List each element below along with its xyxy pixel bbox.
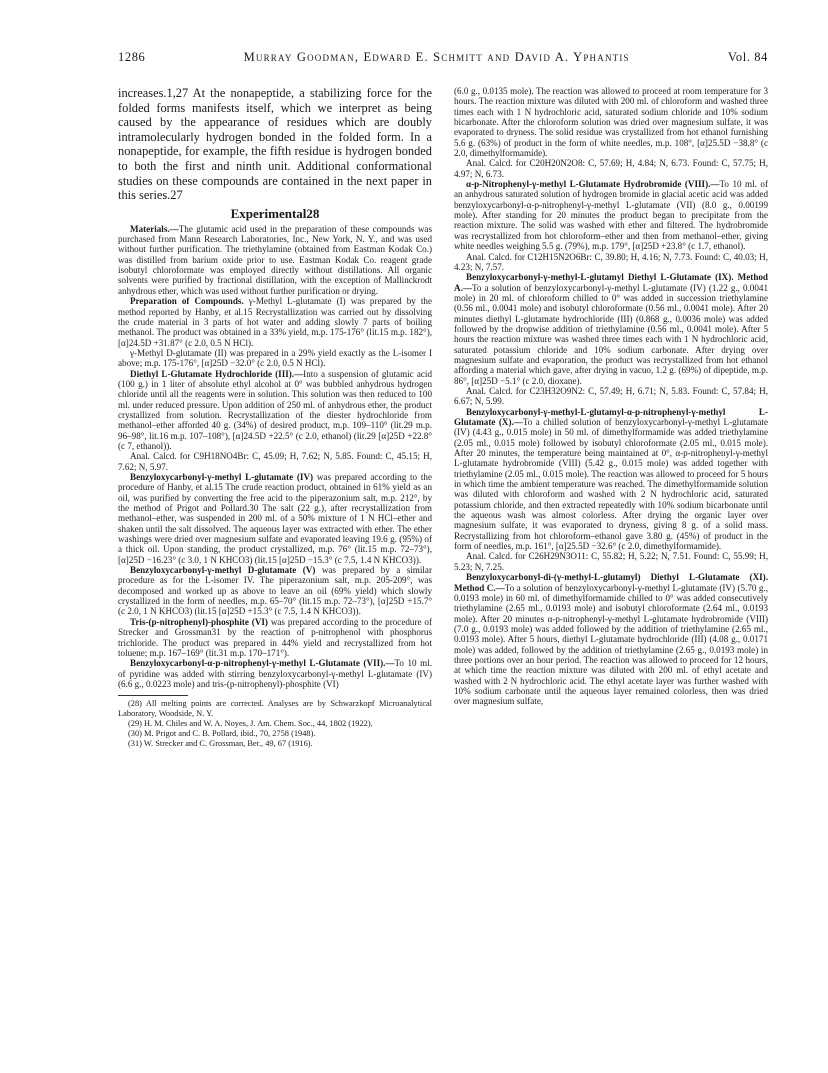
footnote: (31) W. Strecker and C. Grossman, Ber., 49, 67 (1916). [128,739,313,749]
running-head [118,50,768,65]
preparation-title: Preparation of Compounds. [130,296,244,307]
compound-iv-title: Benzyloxycarbonyl-γ-methyl L-glutamate (IV) [130,472,314,482]
compound-viii-text: To 10 ml. of an anhydrous saturated solution of hydrogen bromide in glacial acetic acid was added benzyloxycarbonyl-α-p-nitrophenyl-γ-methyl L-glutamate (VII) (8.0 g., 0.00199 mole). After standing for 20 minutes the product began to precipitate from the reaction mixture. The solid was washed with ether and filtered. The hydrobromide was recrystallized from hot chloroform–ether and then from methanol–ether, giving white needles weighing 5.5 g. (79%), m.p. 179°, [α]25D +23.8° (c 1.7, ethanol). [454,179,768,252]
preparation-paragraph [118,296,432,348]
compound-iv-text: was prepared according to the procedure of Hanby, et al.15 The crude reaction product, obtained in 61% yield as an oil, was purified by converting the free acid to the piperazonium salt, m.p. 212°, by the method of Prigot and Pollard.30 The salt (22 g.), after recrystallization from methanol–ether, was suspended in 200 ml. of a 50% mixture of 1 N HCl–ether and shaken until the salt dissolved. The aqueous layer was extracted with ether. The ether washings were dried over magnesium sulfate and evaporated leaving 19.6 g. (95%) of a thick oil. Upon standing, the product crystallized, m.p. 76° (lit.15 m.p. 72–73°), [α]25D −16.23° (c 3.0, 1 N KHCO3) (lit.15 [α]25D −15.3° (c 7.5, 1.4 N KHCO3)). [118,472,432,565]
compound-vii-paragraph [118,658,432,689]
compound-vii-title: Benzyloxycarbonyl-α-p-nitrophenyl-γ-methyl L-Glutamate (VII).— [130,658,395,669]
compound-ix-analysis: Anal. Calcd. for C23H32O9N2: C, 57.49; H, 6.71; N, 5.83. Found: C, 57.84; H, 6.67; N, 5.99. [454,385,768,407]
compound-iii-analysis: Anal. Calcd. for C9H18NO4Br: C, 45.09; H, 7.62; N, 5.85. Found: C, 45.15; H, 7.62; N, 5.97. [118,451,432,472]
compound-x-title: Benzyloxycarbonyl-γ-methyl-L-glutamyl-α-p-nitrophenyl-γ-methyl L-Glutamate (X).— [454,406,768,427]
compound-xi-title: Benzyloxycarbonyl-di-(γ-methyl-L-glutamyl) Diethyl L-Glutamate (XI). Method C.— [454,572,768,593]
materials-title: Materials.— [130,223,179,234]
compound-vi-text: was prepared according to the procedure of Strecker and Grossman31 by the reaction of p-nitrophenol with phosphorus trichloride. The product was prepared in 44% yield and recrystallized from hot toluene; m.p. 167–169° (lit.31 m.p. 170–171°). [118,616,432,658]
compound-ix-paragraph [454,272,768,386]
left-column [118,86,432,749]
materials-paragraph [118,224,432,296]
two-column-body [118,86,768,749]
compound-xi-paragraph [454,572,768,706]
footnote: (29) H. M. Chiles and W. A. Noyes, J. Am. Chem. Soc., 44, 1802 (1922). [128,719,373,729]
footnote: (28) All melting points are corrected. Analyses are by Schwarzkopf Microanalytical Laboratory, Woodside, N. Y. [118,699,432,719]
compound-iv-paragraph [118,472,432,565]
compound-v-title: Benzyloxycarbonyl-γ-methyl D-glutamate (V) [130,565,316,576]
compound-ii-paragraph: γ-Methyl D-glutamate (II) was prepared in a 29% yield exactly as the L-isomer I above; m.p. 175-176°, [α]25D −32.0° (c 2.0, 0.5 N HCl). [118,347,432,369]
materials-text: The glutamic acid used in the preparation of these compounds was purchased from Mann Research Laboratories, Inc., New York, N. Y., and was used without further purification. The triethylamine (obtained from Eastman Kodak Co.) was distilled from barium oxide prior to use. Eastman Kodak Co. reagent grade isobutyl chloroformate was employed directly without distillations. All organic solvents were purified by fractional distillation, with the exception of Mallinckrodt anhydrous ether, which was used without further purification or drying. [118,223,432,296]
compound-iii-text: Into a suspension of glutamic acid (100 g.) in 1 liter of absolute ethyl alcohol at 0° was bubbled anhydrous hydrogen chloride until all the reagents were in solution. This solution was then reduced to 100 ml. under reduced pressure. Upon addition of 250 ml. of anhydrous ether, the product crystallized from solution. Recrystallization of the diester hydrochloride from methanol–ether afforded 40 g. (34%) of desired product, m.p. 109–110° (lit.29 m.p. 96–98°, lit.16 m.p. 107–108°), [α]24.5D +22.5° (c 2.0, ethanol) (lit.29 [α]25D +22.8° (c 7, ethanol)). [118,368,432,451]
compound-iii-title: Diethyl L-Glutamate Hydrochloride (III).— [130,368,304,379]
compound-vii-continuation: (6.0 g., 0.0135 mole). The reaction was allowed to proceed at room temperature for 3 hours. The reaction mixture was diluted with 200 ml. of chloroform and washed three times each with 1 N hydrochloric acid, saturated sodium chloride and 10% sodium bicarbonate. After the chloroform solution was dried over magnesium sulfate, it was evaporated to dryness. The solid residue was crystallized from hot ethanol furnishing 5.6 g. (63%) of product in the form of white needles, m.p. 108°, [α]25.5D −38.8° (c 2.0, dimethylformamide). [454,86,768,159]
compound-vii-analysis: Anal. Calcd. for C20H20N2O8: C, 57.69; H, 4.84; N, 6.73. Found: C, 57.75; H, 4.97; N, 6.73. [454,158,768,179]
compound-iii-paragraph [118,369,432,452]
compound-vi-paragraph [118,617,432,658]
compound-xi-text: To a solution of benzyloxycarbonyl-γ-methyl L-glutamate (IV) (5.70 g., 0.0193 mole) in 60 ml. of dimethylformamide chilled to 0° was added consecutively triethylamine (2.65 ml., 0.0193 mole) and isobutyl chloroformate (2.64 ml., 0.0193 mole). After 20 minutes α-p-nitrophenyl-γ-methyl L-glutamate hydrobromide (VIII) (7.0 g., 0.0193 mole) was added followed by the addition of triethylamine (2.65 ml., 0.0193 mole). After 5 hours, diethyl L-glutamate hydrochloride (III) (4.08 g., 0.0171 mole) was added, followed by the addition of triethylamine (2.65 g., 0.0193 mole) in three portions over an hour period. The reaction was allowed to proceed for 12 hours, at which time the reaction mixture was diluted with 200 ml. of ethyl acetate and washed with 2 N hydrochloric acid. The ethyl acetate layer was further washed with 10% sodium carbonate until the aqueous layer remained colorless, then was dried over magnesium sulfate, [454,582,768,707]
compound-v-paragraph [118,565,432,617]
volume-label: Vol. 84 [727,50,768,64]
preparation-text: γ-Methyl L-glutamate (I) was prepared by the method reported by Hanby, et al.15 Recrystallization was carried out by dissolving the crude material in 3 parts of hot water and adding slowly 7 parts of boiling methanol. The product was obtained in a 33% yield, m.p. 175-176° (lit.15 m.p. 182°), [α]24.5D +31.87° (c 2.0, 0.5 N HCl). [118,296,433,348]
intro-paragraph: increases.1,27 At the nonapeptide, a stabilizing force for the folded forms manifests itself, which we interpret as being caused by the appearance of residues which are doubly intramolecularly hydrogen bonded in the folded form. In a nonapeptide, for example, the fifth residue is hydrogen bonded to both the first and ninth unit. Additional conformational studies on these compounds are contained in the next paper in this series.27 [118,86,432,203]
compound-viii-title: α-p-Nitrophenyl-γ-methyl L-Glutamate Hydrobromide (VIII).— [466,179,720,190]
compound-viii-paragraph [454,179,768,251]
compound-x-paragraph [454,407,768,552]
right-column [454,86,768,749]
running-head-authors: Murray Goodman, Edward E. Schmitt and David A. Yphantis [243,50,630,64]
compound-vi-title: Tris-(p-nitrophenyl)-phosphite (VI) [130,616,268,627]
compound-vii-text: To 10 ml. of pyridine was added with stirring benzyloxycarbonyl-γ-methyl L-glutamate (IV) (6.6 g., 0.0223 mole) and tris-(p-nitrophenyl)-phosphite (VI) [118,658,432,689]
section-heading: Experimental28 [230,205,320,221]
compound-x-text: To a chilled solution of benzyloxycarbonyl-γ-methyl L-glutamate (IV) (4.43 g., 0.015 mole) in 50 ml. of dimethylformamide was added triethylamine (2.05 ml., 0.015 mole) followed by isobutyl chloroformate (2.05 ml., 0.015 mole). After 20 minutes, the temperature being maintained at 0°, α-p-nitrophenyl-γ-methyl L-glutamate hydrobromide (VIII) (5.42 g., 0.015 mole) was added together with triethylamine (2.05 ml., 0.015 mole). The reaction was allowed to proceed for 5 hours in which time the ambient temperature was reached. The dimethylformamide solution was diluted with chloroform and washed with 2 N hydrochloric acid, saturated potassium chloride, and then extracted repeatedly with 10% sodium bicarbonate until the aqueous wash was almost colorless. After drying the organic layer over magnesium sulfate, it was evaporated to dryness, giving 8 g. of a solid mass. Recrystallizing from hot chloroform–ethanol gave 3.80 g. (45%) of product in the form of needles, m.p. 161°, [α]25.5D −32.6° (c 2.0, dimethylformamide). [454,417,768,552]
page-number: 1286 [118,50,146,64]
compound-viii-analysis: Anal. Calcd. for C12H15N2O6Br: C, 39.80; H, 4.16; N, 7.73. Found: C, 40.03; H, 4.23; N, 7.57. [454,251,768,272]
compound-x-analysis: Anal. Calcd. for C26H29N3O11: C, 55.82; H, 5.22; N, 7.51. Found: C, 55.99; H, 5.23; N, 7.25. [454,551,768,572]
footnote-rule [118,695,188,696]
compound-v-text: was prepared by a similar procedure as for the L-isomer IV. The piperazonium salt, m.p. 205-209°, was decomposed and worked up as above to leave an oil (69% yield) which slowly crystallized in the form of needles, m.p. 65–70° (lit.15 m.p. 72–73°), [α]25D +15.7° (c 2.0, 1 N KHCO3) (lit.15 [α]25D +15.3° (c 7.5, 1.4 N KHCO3)). [118,565,432,617]
footnote: (30) M. Prigot and C. B. Pollard, ibid., 70, 2758 (1948). [128,729,316,739]
compound-ix-title: Benzyloxycarbonyl-γ-methyl-L-glutamyl Diethyl L-Glutamate (IX). Method A.— [454,272,768,293]
compound-ix-text: To a solution of benzyloxycarbonyl-γ-methyl L-glutamate (IV) (1.22 g., 0.0041 mole) in 20 ml. of chloroform chilled to 0° was added in succession triethylamine (0.56 ml., 0.0041 mole) and isobutyl chloroformate (0.56 ml., 0.0041 mole). After 20 minutes diethyl L-glutamate hydrochloride (III) (0.868 g., 0.0036 mole) was added followed by the dropwise addition of triethylamine (0.56 ml., 0.0041 mole). After 5 hours the reaction mixture was washed three times each with 1 N hydrochloric acid, saturated potassium chloride and 10% sodium carbonate. After drying over magnesium sulfate and evaporation, the product was recrystallized from hot ethanol affording a material which gave, after drying in vacuo, 1.2 g. (69%) of dipeptide, m.p. 86°, [α]25D −5.1° (c 2.0, dioxane). [454,282,768,386]
